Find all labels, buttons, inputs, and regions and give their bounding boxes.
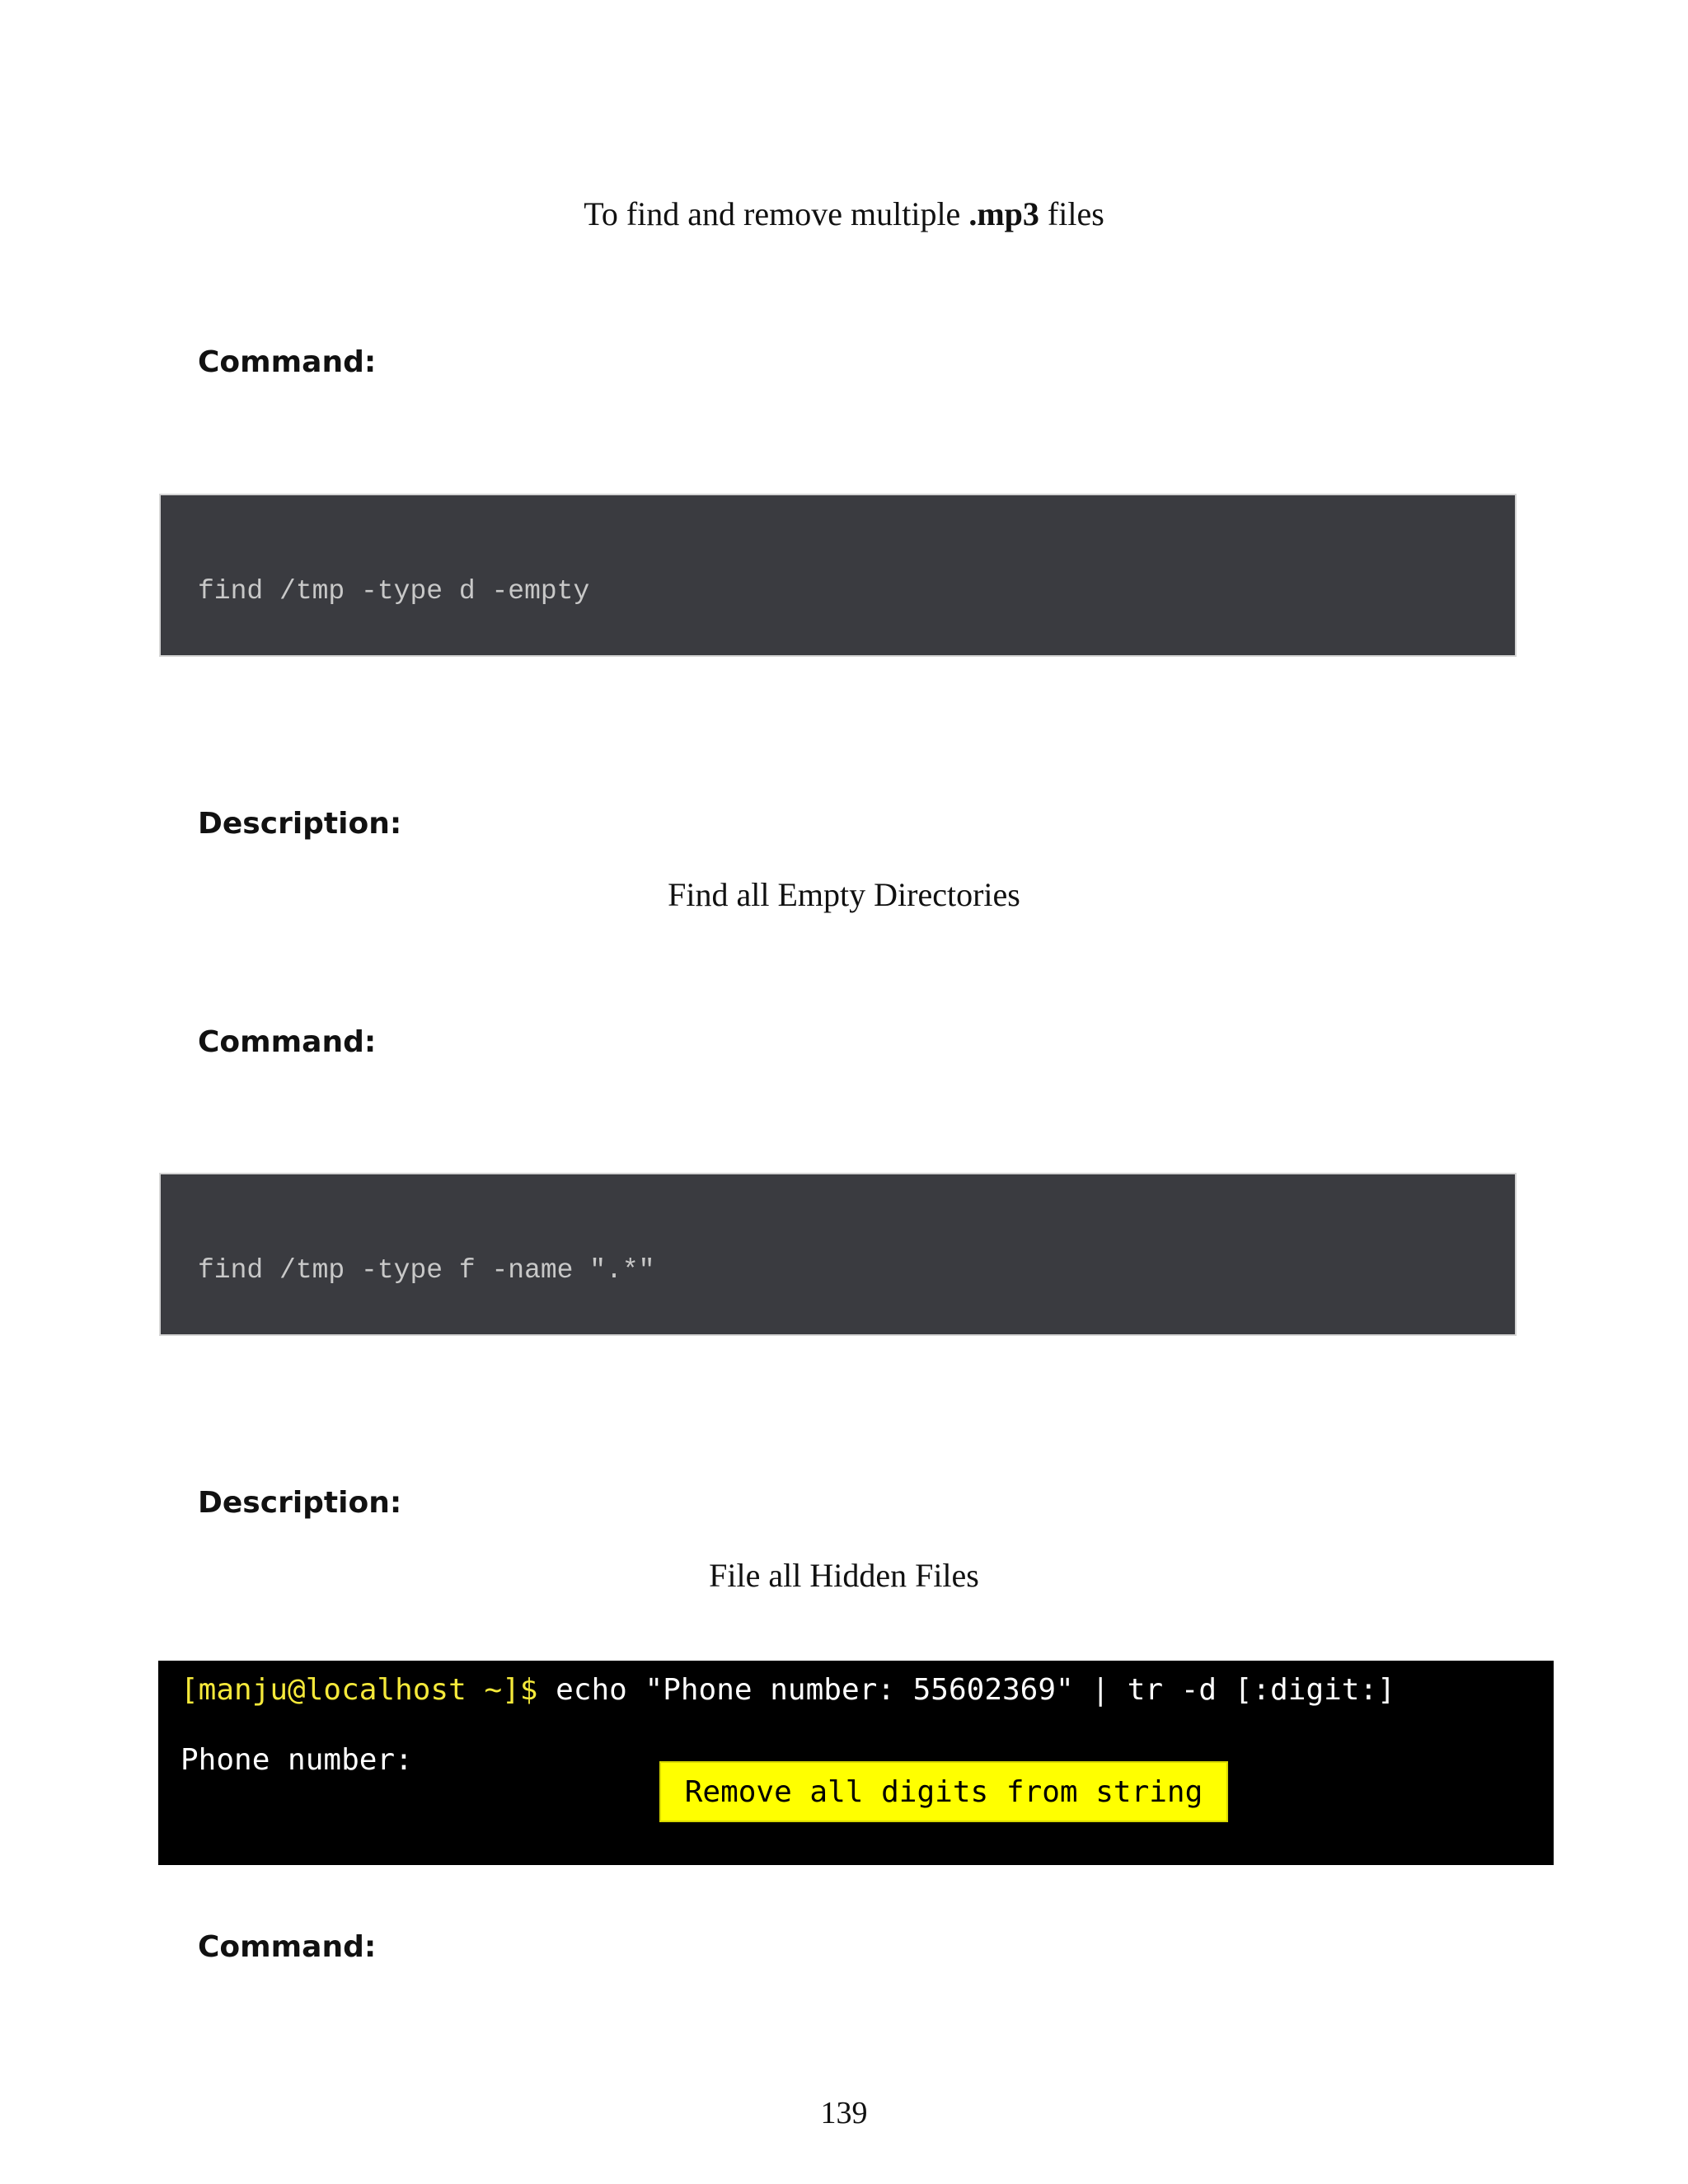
code-block-2 [159, 1173, 1517, 1336]
page-number: 139 [820, 2096, 868, 2130]
command-label-3: Command: [198, 1930, 377, 1964]
description-text-1: Find all Empty Directories [668, 876, 1020, 913]
terminal-screenshot [158, 1661, 1554, 1865]
code-block-1 [159, 494, 1517, 657]
terminal-output: Phone number: [181, 1743, 413, 1777]
command-label-1: Command: [198, 345, 377, 379]
intro-bold: .mp3 [968, 195, 1039, 232]
terminal-command-line [181, 1675, 1395, 1705]
terminal-callout: Remove all digits from string [659, 1761, 1228, 1822]
intro-suffix: files [1039, 195, 1104, 232]
code-text-2: find /tmp -type f -name ".*" [198, 1255, 655, 1286]
description-label-1: Description: [198, 807, 402, 841]
description-text-2: File all Hidden Files [709, 1557, 979, 1594]
terminal-prompt: [manju@localhost ~]$ [181, 1673, 538, 1707]
command-label-2: Command: [198, 1025, 377, 1059]
description-label-2: Description: [198, 1486, 402, 1520]
intro-prefix: To find and remove multiple [584, 195, 969, 232]
intro-text [0, 195, 1688, 232]
terminal-command: echo "Phone number: 55602369" | tr -d [:digit:] [537, 1673, 1395, 1707]
code-text-1: find /tmp -type d -empty [198, 576, 590, 607]
